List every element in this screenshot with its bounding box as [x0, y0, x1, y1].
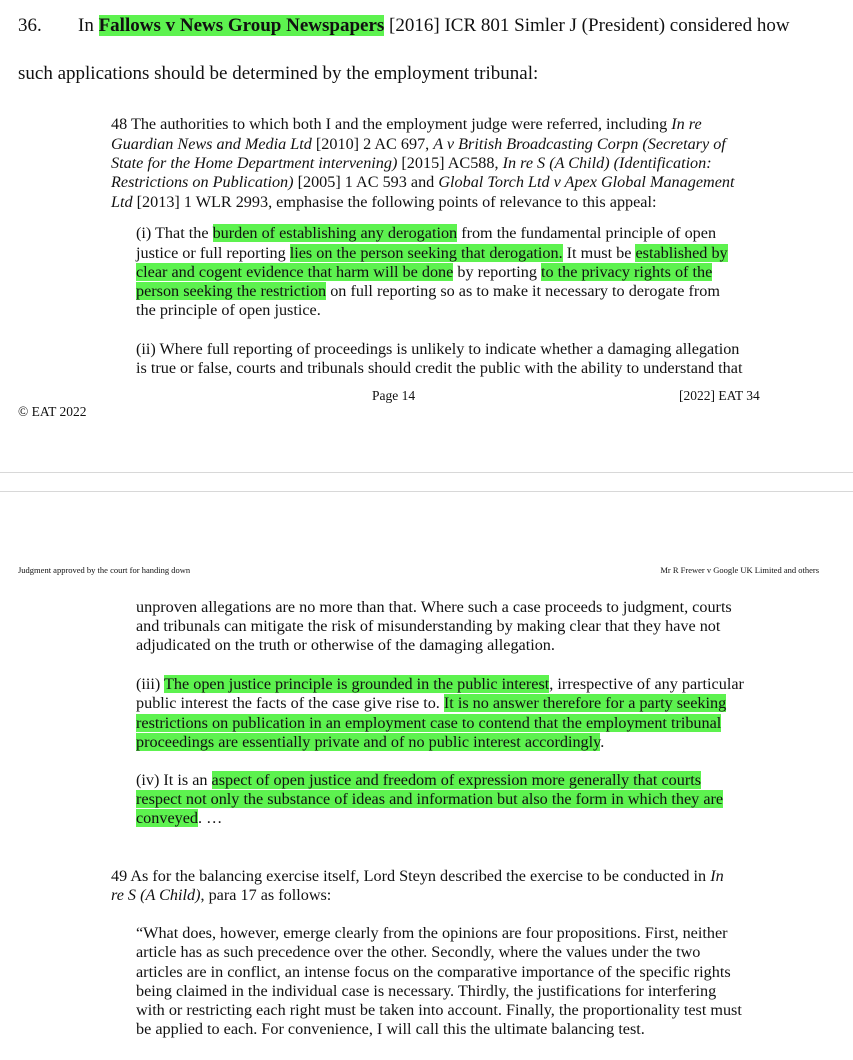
text: , irrespective of any particular [549, 675, 744, 693]
case-name: In [710, 867, 724, 885]
p48-line [111, 115, 702, 134]
point-ii-line: is true or false, courts and tribunals should credit the public with the ability to understand that [136, 359, 743, 377]
text: (iv) It is an [136, 771, 212, 789]
case-name: Guardian News and Media Ltd [111, 135, 312, 153]
highlight: established by [635, 244, 728, 262]
p48-line [111, 135, 726, 154]
quote-line: “What does, however, emerge clearly from the opinions are four propositions. First, neither [136, 924, 728, 942]
text: [2005] 1 AC 593 and [293, 173, 439, 191]
p48-line [111, 193, 657, 212]
continued-line: adjudicated on the truth or otherwise of the damaging allegation. [136, 636, 555, 654]
highlight: burden of establishing any derogation [212, 224, 458, 242]
case-name-highlight: Fallows v News Group Newspapers [98, 15, 385, 36]
point-iv-line [136, 771, 701, 790]
highlight: restrictions on publication in an employment case to contend that the employment tribunal [136, 714, 722, 732]
quote-line: be applied to each. For convenience, I will call this the ultimate balancing test. [136, 1020, 645, 1038]
point-i-line [136, 301, 321, 320]
paragraph-36-number: 36. [18, 15, 42, 36]
text: by reporting [453, 263, 541, 281]
text: [2015] AC588, [397, 154, 503, 172]
highlight: clear and cogent evidence that harm will be done [136, 263, 454, 281]
point-iv-line [136, 790, 723, 809]
continued-line: unproven allegations are no more than that. Where such a case proceeds to judgment, courts [136, 598, 732, 616]
p49-line [111, 886, 331, 905]
case-name: Restrictions on Publication) [111, 173, 294, 191]
highlight: to the privacy rights of the [541, 263, 713, 281]
text: It must be [562, 244, 636, 262]
running-header-right: Mr R Frewer v Google UK Limited and others [660, 565, 819, 575]
page-divider [0, 472, 853, 492]
text: [2010] 2 AC 697, [311, 135, 434, 153]
text: In [78, 15, 99, 36]
text: . … [198, 809, 223, 827]
case-name: Global Torch Ltd v Apex Global Management [438, 173, 735, 191]
text: 49 As for the balancing exercise itself, Lord Steyn described the exercise to be conducted in [111, 867, 711, 885]
quote-line: with or restricting each right must be taken into account. Finally, the proportionality test must [136, 1001, 742, 1019]
point-i-line [136, 244, 728, 263]
text: justice or full reporting [136, 244, 290, 262]
text: (i) That the [136, 224, 213, 242]
point-ii-line: (ii) Where full reporting of proceedings is unlikely to indicate whether a damaging allegation [136, 340, 740, 358]
p48-line [111, 154, 712, 173]
paragraph-36-line-1 [78, 15, 790, 37]
point-i-line [136, 282, 720, 301]
case-name: State for the Home Department intervening) [111, 154, 398, 172]
p49-line [111, 867, 724, 886]
highlight: It is no answer therefore for a party seeking [443, 694, 727, 712]
text: , para 17 as follows: [200, 886, 332, 904]
text: on full reporting so as to make it necessary to derogate from [326, 282, 720, 300]
text: 48 The authorities to which both I and the employment judge were referred, including [111, 115, 672, 133]
highlight: lies on the person seeking that derogation. [289, 244, 563, 262]
highlight: person seeking the restriction [136, 282, 327, 300]
copyright: © EAT 2022 [18, 404, 87, 419]
case-name: re S (A Child) [111, 886, 201, 904]
paragraph-36-line-2: such applications should be determined by the employment tribunal: [18, 63, 539, 84]
point-iii-line [136, 714, 721, 733]
point-i-line [136, 224, 716, 243]
text: from the fundamental principle of open [457, 224, 717, 242]
text: public interest the facts of the case give rise to. [136, 694, 444, 712]
highlight: respect not only the substance of ideas and information but also the form in which they are [136, 790, 724, 808]
quote-line: article has as such precedence over the other. Secondly, where the values under the two [136, 943, 701, 961]
highlight: aspect of open justice and freedom of expression more generally that courts [211, 771, 702, 789]
point-iii-line [136, 675, 744, 694]
quote-line: being claimed in the individual case is necessary. Thirdly, the justifications for interfering [136, 982, 717, 1000]
p48-line [111, 173, 734, 192]
case-name: In re S (A Child) (Identification: [502, 154, 712, 172]
text: (iii) [136, 675, 165, 693]
neutral-citation: [2022] EAT 34 [679, 388, 760, 403]
point-i-line [136, 263, 712, 282]
continued-line: and tribunals can mitigate the risk of misunderstanding by making clear that they have not [136, 617, 721, 635]
case-name: A v British Broadcasting Corpn (Secretary of [433, 135, 726, 153]
page-number: Page 14 [372, 388, 416, 403]
point-iv-line [136, 809, 222, 828]
point-iii-line [136, 694, 726, 713]
highlight: conveyed [136, 809, 199, 827]
text: the principle of open justice. [136, 301, 321, 319]
case-name: Ltd [111, 193, 133, 211]
highlight: The open justice principle is grounded in the public interest [164, 675, 550, 693]
running-header-left: Judgment approved by the court for handing down [18, 565, 191, 575]
text: [2013] 1 WLR 2993, emphasise the following points of relevance to this appeal: [132, 193, 657, 211]
highlight: proceedings are essentially private and of no public interest accordingly [136, 733, 601, 751]
text: . [600, 733, 605, 751]
text: [2016] ICR 801 Simler J (President) considered how [384, 15, 790, 36]
quote-line: articles are in conflict, an intense focus on the comparative importance of the specific rights [136, 963, 731, 981]
point-iii-line [136, 733, 604, 752]
case-name: In re [671, 115, 702, 133]
